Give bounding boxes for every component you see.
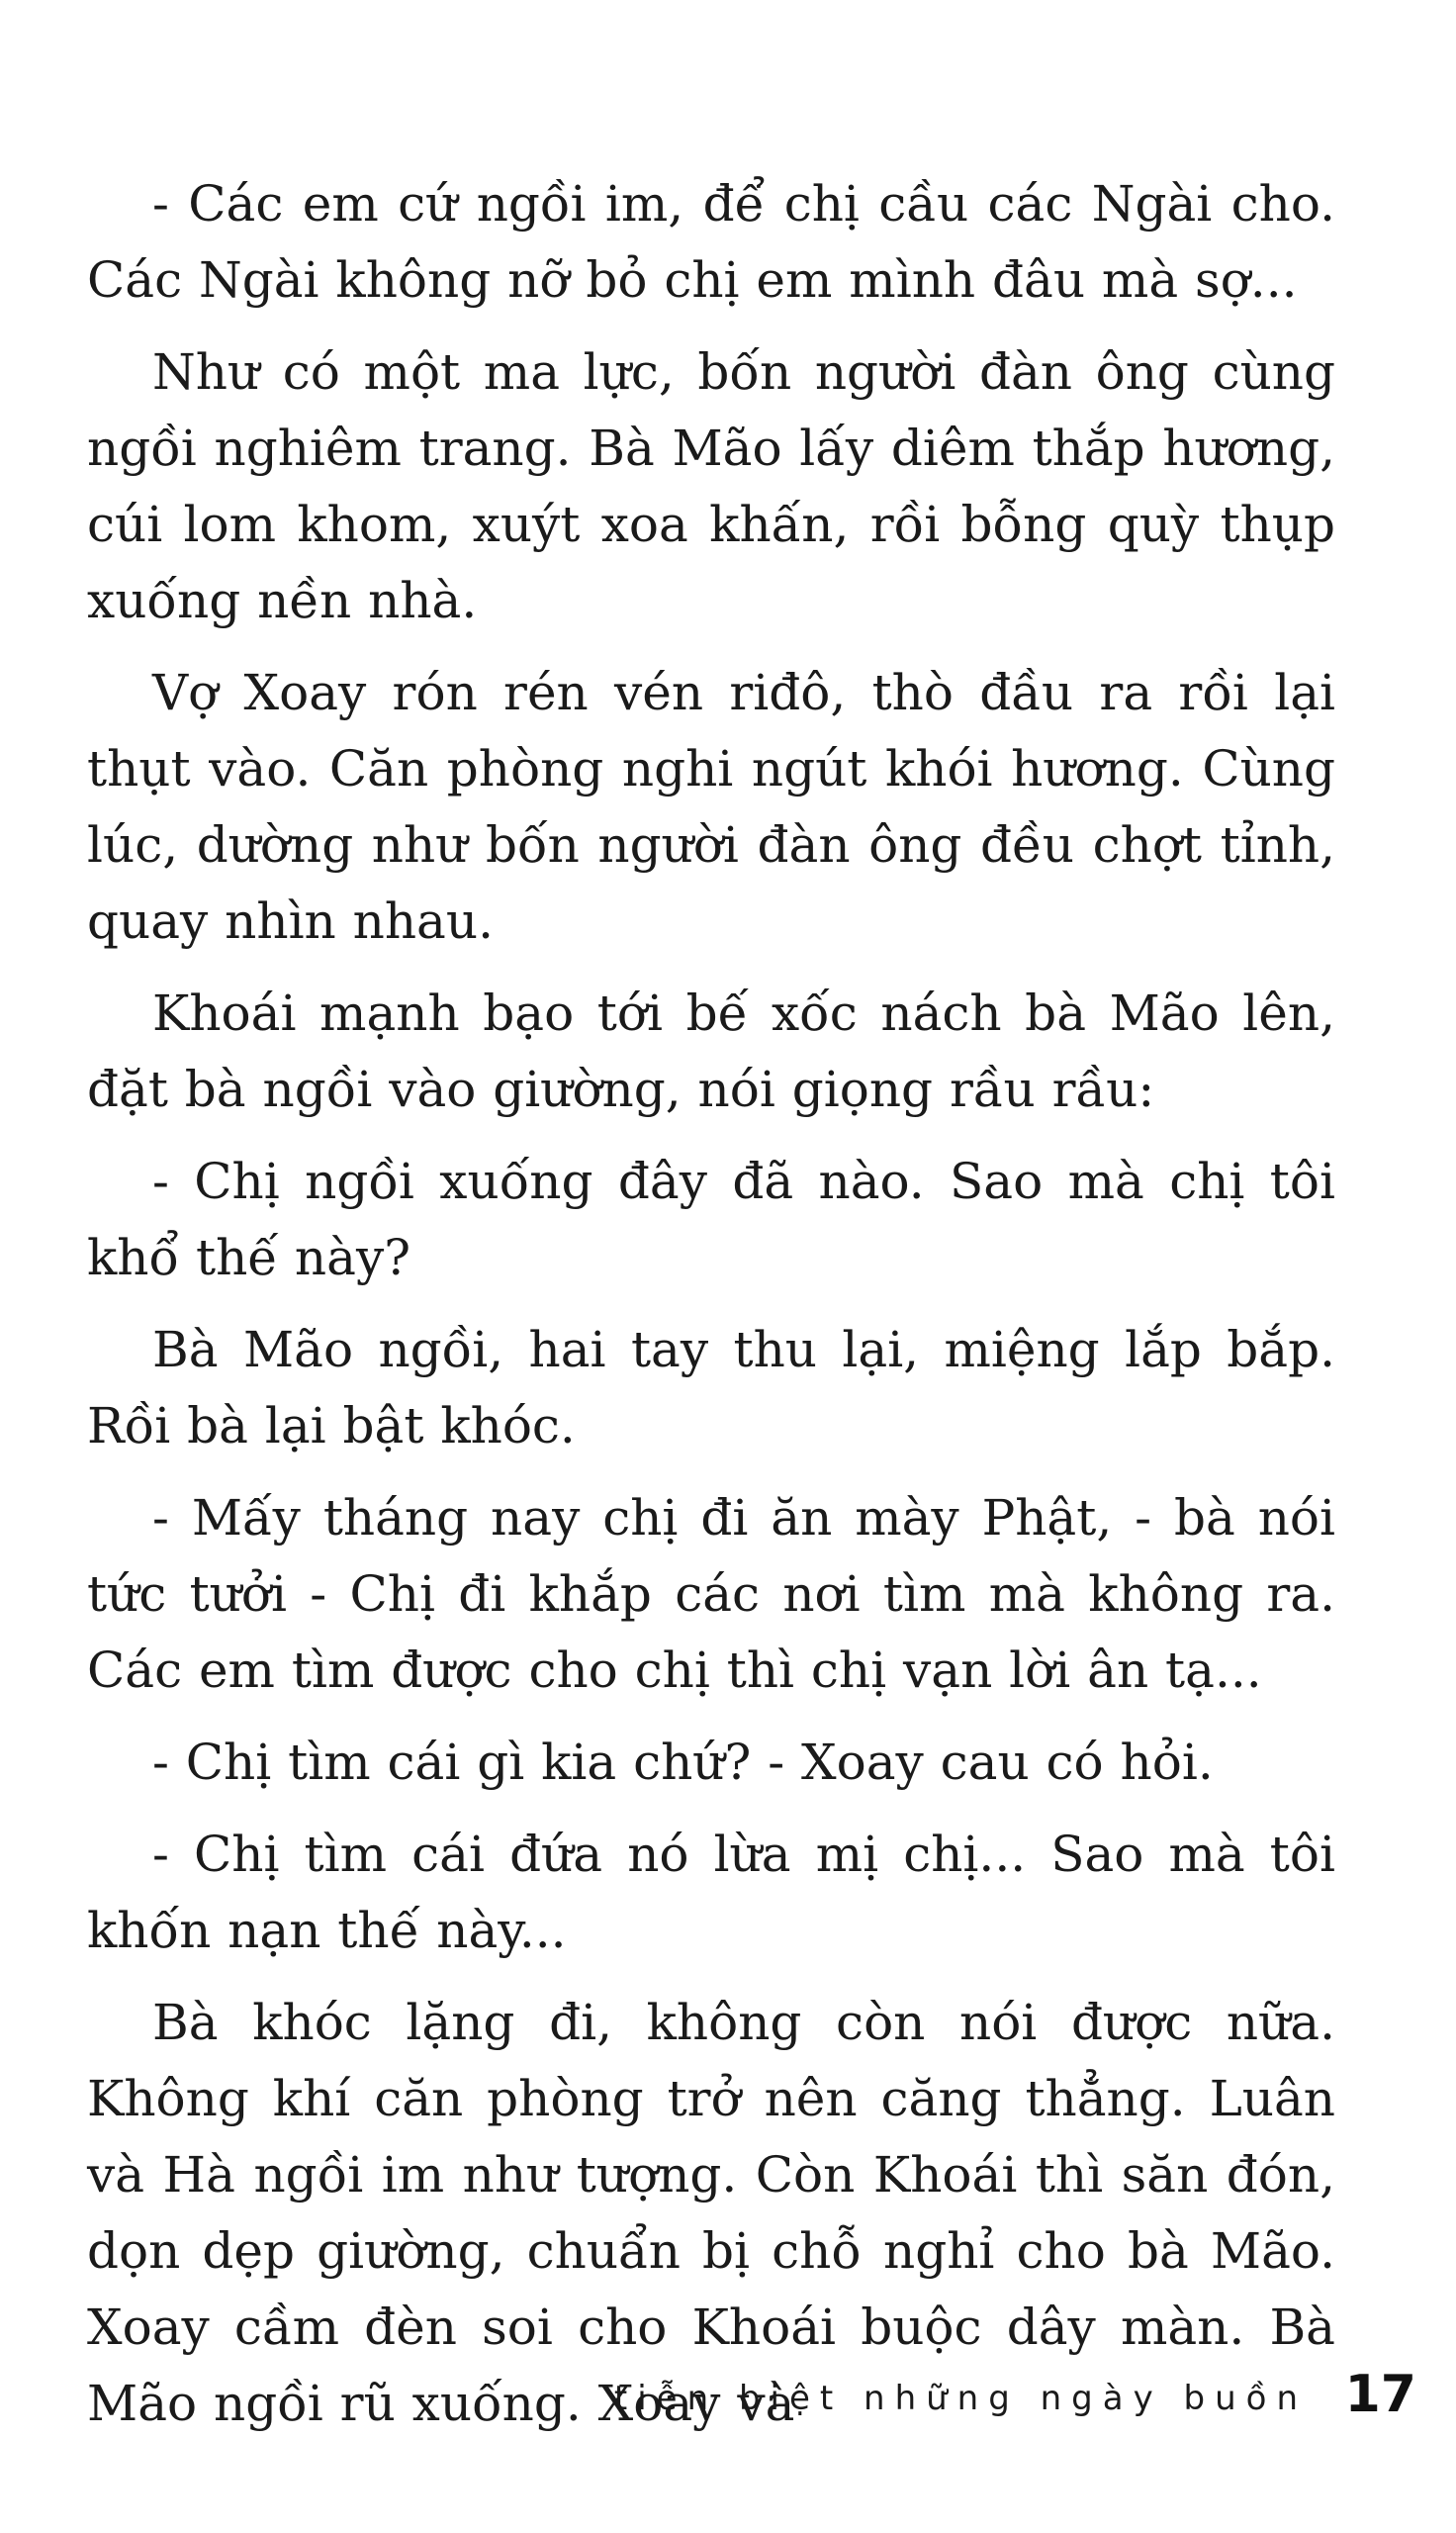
paragraph: Vợ Xoay rón rén vén riđô, thò đầu ra rồi lại thụt vào. Căn phòng nghi ngút khói hương. Cùng lúc, dường như bốn người đàn ông đều chợt tỉnh, quay nhìn nhau. (87, 664, 1335, 950)
running-title: tiễn biệt những ngày buồn (613, 2379, 1308, 2418)
paragraph: Bà Mão ngồi, hai tay thu lại, miệng lắp bắp. Rồi bà lại bật khóc. (87, 1321, 1335, 1454)
paragraph: - Các em cứ ngồi im, để chị cầu các Ngài cho. Các Ngài không nỡ bỏ chị em mình đâu mà sợ... (87, 175, 1335, 309)
paragraph: - Mấy tháng nay chị đi ăn mày Phật, - bà nói tức tưởi - Chị đi khắp các nơi tìm mà không ra. Các em tìm được cho chị thì chị vạn lời ân tạ... (87, 1489, 1335, 1699)
paragraph: Bà khóc lặng đi, không còn nói được nữa. Không khí căn phòng trở nên căng thẳng. Luân và Hà ngồi im như tượng. Còn Khoái thì săn đón, dọn dẹp giường, chuẩn bị chỗ nghỉ cho bà Mão. Xoay cầm đèn soi cho Khoái buộc dây màn. Bà Mão ngồi rũ xuống. Xoay và (87, 1994, 1335, 2432)
page-number: 17 (1344, 2365, 1416, 2424)
paragraph: - Chị tìm cái đứa nó lừa mị chị... Sao mà tôi khốn nạn thế này... (87, 1826, 1335, 1959)
paragraph: Khoái mạnh bạo tới bế xốc nách bà Mão lên, đặt bà ngồi vào giường, nói giọng rầu rầu: (87, 985, 1335, 1118)
paragraph: Như có một ma lực, bốn người đàn ông cùng ngồi nghiêm trang. Bà Mão lấy diêm thắp hương, cúi lom khom, xuýt xoa khấn, rồi bỗng quỳ thụp xuống nền nhà. (87, 343, 1335, 629)
page-body (87, 166, 1335, 2458)
paragraph: - Chị ngồi xuống đây đã nào. Sao mà chị tôi khổ thế này? (87, 1153, 1335, 1286)
paragraph: - Chị tìm cái gì kia chứ? - Xoay cau có hỏi. (152, 1734, 1214, 1791)
page-footer (0, 2365, 1456, 2444)
